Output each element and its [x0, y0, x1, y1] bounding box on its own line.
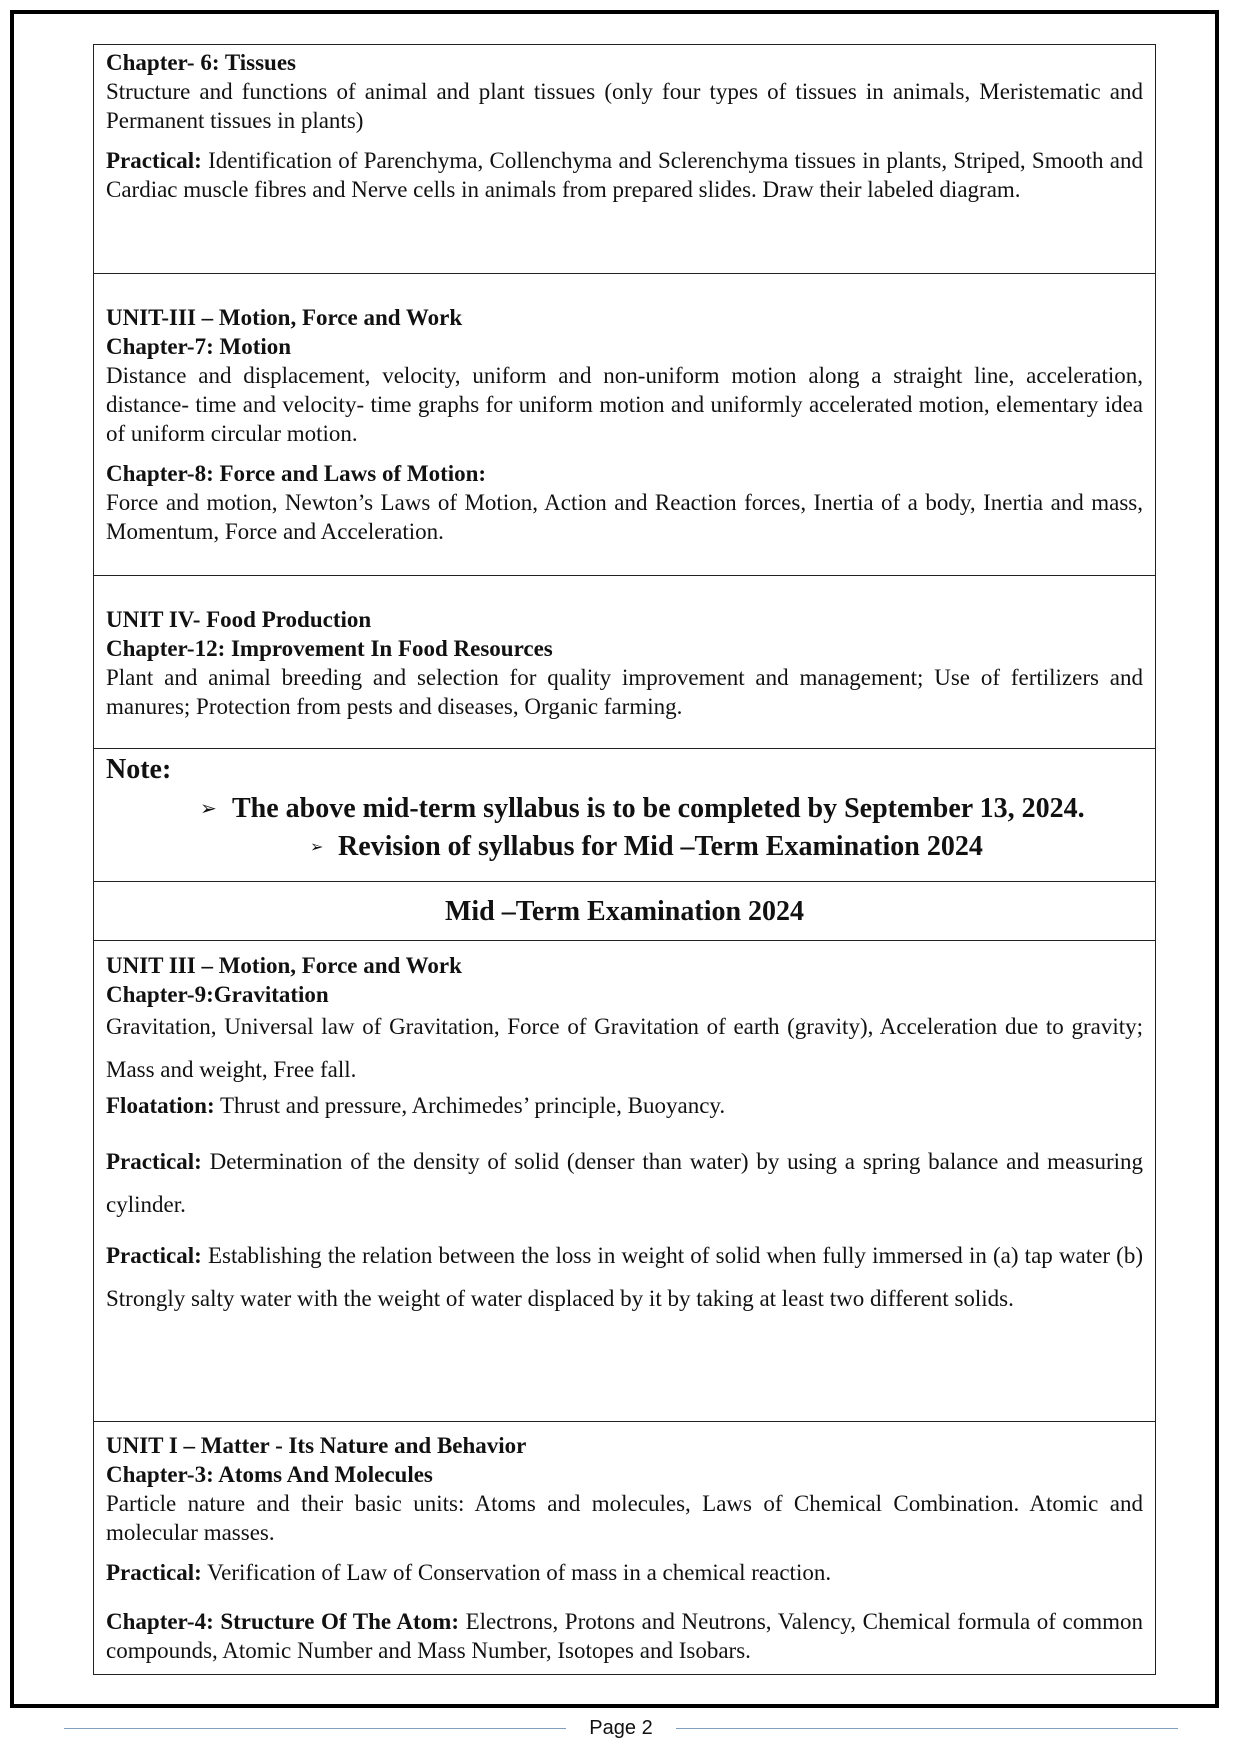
unit-heading: UNIT III – Motion, Force and Work [106, 953, 462, 978]
chapter-heading: Chapter-3: Atoms And Molecules [106, 1462, 433, 1487]
chapter-description: Structure and functions of animal and plant tissues (only four types of tissues in animals, Meristematic and Permanent tissues in plants) [106, 79, 1143, 133]
practical-label: Practical: [106, 148, 202, 173]
practical-text: Establishing the relation between the loss in weight of solid when fully immersed in (a) tap water (b) Strongly salty water with the weight of water displaced by it by taking at least two different solids. [106, 1243, 1143, 1311]
practical-label: Practical: [106, 1243, 202, 1268]
practical-paragraph [106, 1140, 1143, 1226]
unit3-motion-section [94, 273, 1155, 575]
unit3-gravitation-section [94, 940, 1155, 1421]
chapter-heading: Chapter-8: Force and Laws of Motion: [106, 461, 487, 486]
unit-heading: UNIT I – Matter - Its Nature and Behavior [106, 1433, 527, 1458]
note-item [106, 789, 1143, 828]
chapter-description: Force and motion, Newton’s Laws of Motion, Action and Reaction forces, Inertia of a body, Inertia and mass, Momentum, Force and Acceleration. [106, 490, 1143, 544]
floatation-label: Floatation: [106, 1093, 215, 1118]
practical-label: Practical: [106, 1149, 202, 1174]
note-item [106, 828, 1143, 866]
syllabus-table [93, 44, 1156, 1675]
midterm-title-row [94, 881, 1155, 940]
note-section [94, 748, 1155, 881]
practical-paragraph [106, 1558, 1143, 1587]
chapter-description: Plant and animal breeding and selection for quality improvement and management; Use of fertilizers and manures; Protection from pests and diseases, Organic farming. [106, 665, 1143, 719]
chapter4-paragraph [106, 1607, 1143, 1665]
footer-divider [676, 1728, 1178, 1729]
chapter-description: Distance and displacement, velocity, uniform and non-uniform motion along a straight line, acceleration, distance- time and velocity- time graphs for uniform motion and uniformly accelerated motion, elementary idea of uniform circular motion. [106, 363, 1143, 446]
floatation-paragraph [106, 1091, 1143, 1120]
unit4-food-section [94, 575, 1155, 748]
practical-text: Identification of Parenchyma, Collenchyma and Sclerenchyma tissues in plants, Striped, Smooth and Cardiac muscle fibres and Nerve cells in animals from prepared slides. Draw their labeled diagram. [106, 148, 1143, 202]
chapter-description: Electrons, Protons and Neutrons, Valency, Chemical formula of common compounds, Atomic Number and Mass Number, Isotopes and Isobars. [106, 1609, 1143, 1663]
practical-text: Determination of the density of solid (denser than water) by using a spring balance and measuring cylinder. [106, 1149, 1143, 1217]
chapter-heading: Chapter- 6: Tissues [106, 50, 296, 75]
chapter-heading: Chapter-7: Motion [106, 334, 292, 359]
floatation-text: Thrust and pressure, Archimedes’ principle, Buoyancy. [214, 1093, 726, 1118]
chapter-description: Gravitation, Universal law of Gravitation, Force of Gravitation of earth (gravity), Acceleration due to gravity; Mass and weight, Free fall. [106, 1014, 1143, 1082]
unit-heading: UNIT-III – Motion, Force and Work [106, 305, 463, 330]
chapter-heading: Chapter-9:Gravitation [106, 982, 329, 1007]
chapter-description: Particle nature and their basic units: Atoms and molecules, Laws of Chemical Combination. Atomic and molecular masses. [106, 1491, 1143, 1545]
note-text: The above mid-term syllabus is to be completed by September 13, 2024. [232, 793, 1085, 824]
practical-label: Practical: [106, 1560, 202, 1585]
practical-paragraph [106, 1234, 1143, 1320]
midterm-title: Mid –Term Examination 2024 [444, 896, 805, 927]
chapter-heading: Chapter-12: Improvement In Food Resources [106, 636, 553, 661]
practical-text: Verification of Law of Conservation of mass in a chemical reaction. [201, 1560, 832, 1585]
note-text: Revision of syllabus for Mid –Term Examination 2024 [338, 831, 983, 862]
note-title: Note: [106, 754, 172, 785]
unit1-matter-section [94, 1421, 1155, 1674]
chapter6-section [94, 45, 1155, 273]
page-number: Page 2 [589, 1717, 653, 1739]
arrow-bullet-icon: ➢ [310, 837, 324, 856]
chapter-heading: Chapter-4: Structure Of The Atom: [106, 1609, 459, 1634]
footer-divider [64, 1728, 566, 1729]
practical-paragraph [106, 146, 1143, 204]
arrow-bullet-icon: ➢ [200, 796, 217, 820]
unit-heading: UNIT IV- Food Production [106, 607, 372, 632]
